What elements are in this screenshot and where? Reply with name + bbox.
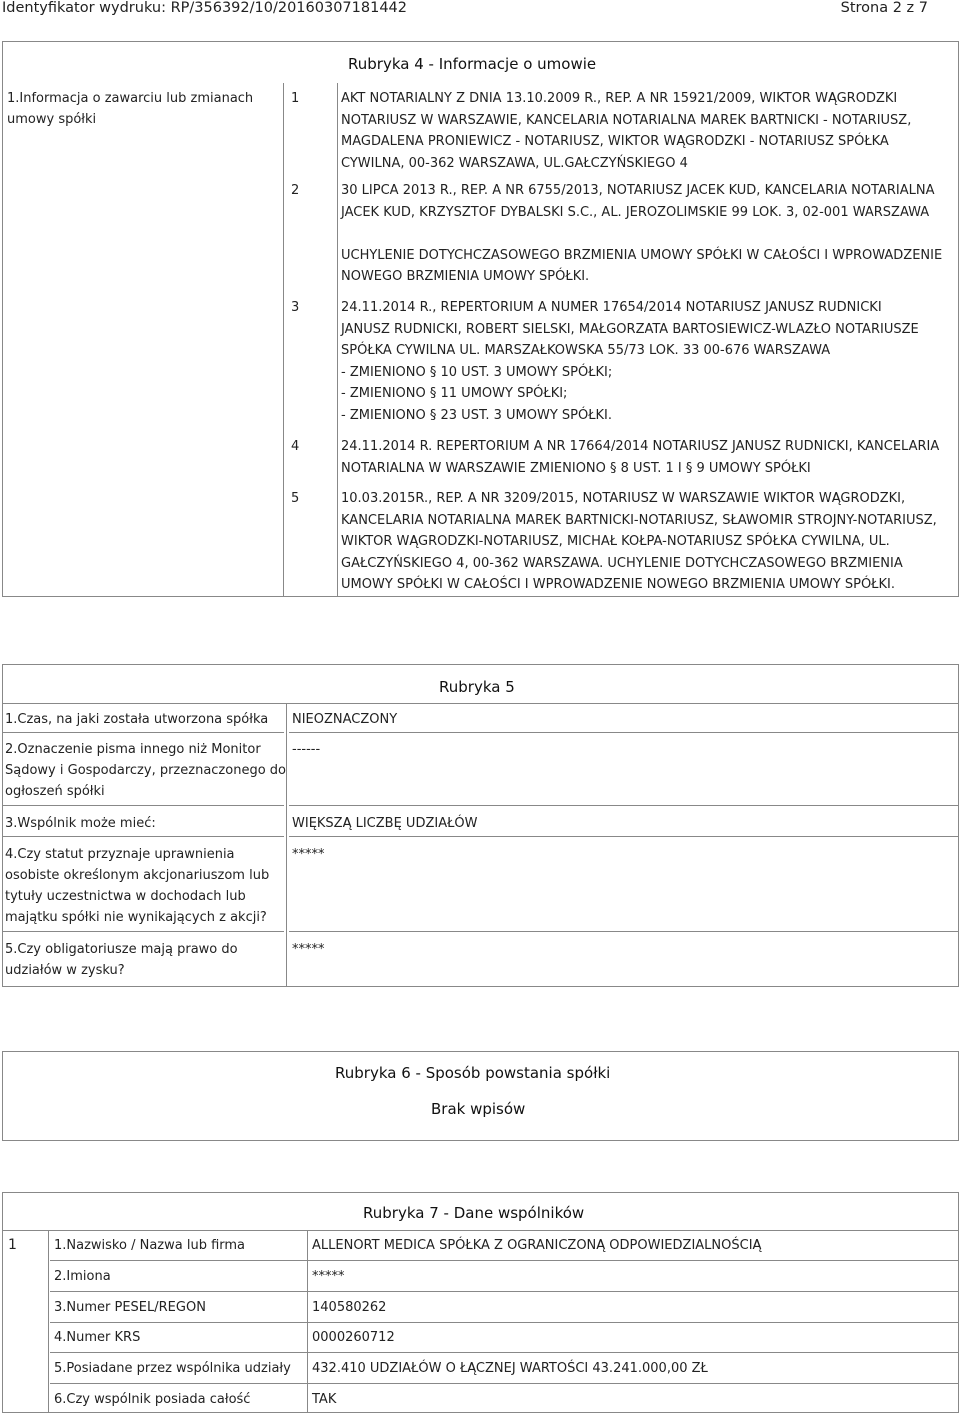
field-label: 6.Czy wspólnik posiada całość <box>54 1392 251 1407</box>
field-label: 1.Nazwisko / Nazwa lub firma <box>54 1238 246 1253</box>
entry-text: 30 LIPCA 2013 R., REP. A NR 6755/2013, NOTARIUSZ JACEK KUD, KANCELARIA NOTARIALNA JACEK KUD, KRZYSZTOF DYBALSKI S.C., AL. JEROZOLIMSKIE 99 LOK. 3, 02-001 WARSZAWA UCHYLENIE DOTYCHCZASOWEGO BRZMIENIA UMOWY SPÓŁKI W CAŁOŚCI I WPROWADZENIE NOWEGO BRZMIENIA UMOWY SPÓŁKI. <box>341 183 943 284</box>
rubryka-6-title: Rubryka 6 - Sposób powstania spółki <box>335 1064 611 1082</box>
field-label: 2.Oznaczenie pisma innego niż Monitor Sądowy i Gospodarczy, przeznaczonego do ogłoszeń spółki <box>5 742 286 799</box>
entry-text: AKT NOTARIALNY Z DNIA 13.10.2009 R., REP. A NR 15921/2009, WIKTOR WĄGRODZKI NOTARIUSZ W WARSZAWIE, KANCELARIA NOTARIALNA MAREK BARTNICKI - NOTARIUSZ, MAGDALENA PRONIEWICZ - NOTARIUSZ, WIKTOR WĄGRODZKI - NOTARIUSZ SPÓŁKA CYWILNA, 00-362 WARSZAWA, UL.GAŁCZYŃSKIEGO 4 <box>341 91 912 171</box>
field-label: 5.Posiadane przez wspólnika udziały <box>54 1361 291 1376</box>
field-label: 3.Numer PESEL/REGON <box>54 1300 206 1315</box>
field-value: 432.410 UDZIAŁÓW O ŁĄCZNEJ WARTOŚCI 43.241.000,00 ZŁ <box>312 1361 708 1376</box>
entry-number: 1 <box>291 91 300 106</box>
field-value: ***** <box>312 1269 345 1284</box>
rubryka-6-value: Brak wpisów <box>431 1100 526 1118</box>
field-value: 0000260712 <box>312 1330 395 1345</box>
entry-text: 24.11.2014 R., REPERTORIUM A NUMER 17654/2014 NOTARIUSZ JANUSZ RUDNICKI JANUSZ RUDNICKI, ROBERT SIELSKI, MAŁGORZATA BARTOSIEWICZ-WLAZŁO NOTARIUSZE SPÓŁKA CYWILNA UL. MARSZAŁKOWSKA 55/73 LOK. 33 00-676 WARSZAWA - ZMIENIONO § 10 UST. 3 UMOWY SPÓŁKI; - ZMIENIONO § 11 UMOWY SPÓŁKI; - ZMIENIONO § 23 UST. 3 UMOWY SPÓŁKI. <box>341 300 919 423</box>
page-number: Strona 2 z 7 <box>840 0 928 16</box>
field-value: ***** <box>292 942 325 957</box>
entry-text: 10.03.2015R., REP. A NR 3209/2015, NOTARIUSZ W WARSZAWIE WIKTOR WĄGRODZKI, KANCELARIA NOTARIALNA MAREK BARTNICKI-NOTARIUSZ, SŁAWOMIR STROJNY-NOTARIUSZ, WIKTOR WĄGRODZKI-NOTARIUSZ, MICHAŁ KOŁPA-NOTARIUSZ SPÓŁKA CYWILNA, UL. GAŁCZYŃSKIEGO 4, 00-362 WARSZAWA. UCHYLENIE DOTYCHCZASOWEGO BRZMIENIA UMOWY SPÓŁKI W CAŁOŚCI I WPROWADZENIE NOWEGO BRZMIENIA UMOWY SPÓŁKI. <box>341 491 937 592</box>
partner-number: 1 <box>8 1237 17 1253</box>
field-value: WIĘKSZĄ LICZBĘ UDZIAŁÓW <box>292 816 478 831</box>
entry-number: 3 <box>291 300 300 315</box>
field-label: 4.Czy statut przyznaje uprawnienia osobiste określonym akcjonariuszom lub tytuły uczestnictwa w dochodach lub majątku spółki nie wynikających z akcji? <box>5 847 270 925</box>
field-value: TAK <box>312 1392 337 1407</box>
field-label: 2.Imiona <box>54 1269 111 1284</box>
entry-number: 4 <box>291 439 300 454</box>
entry-text: 24.11.2014 R. REPERTORIUM A NR 17664/2014 NOTARIUSZ JANUSZ RUDNICKI, KANCELARIA NOTARIALNA W WARSZAWIE ZMIENIONO § 8 UST. 1 I § 9 UMOWY SPÓŁKI <box>341 439 940 476</box>
field-label: 4.Numer KRS <box>54 1330 141 1345</box>
field-value: NIEOZNACZONY <box>292 712 398 727</box>
entry-number: 5 <box>291 491 300 506</box>
field-value: ALLENORT MEDICA SPÓŁKA Z OGRANICZONĄ ODPOWIEDZIALNOŚCIĄ <box>312 1238 762 1253</box>
field-label: 1.Czas, na jaki została utworzona spółka <box>5 712 269 727</box>
print-header <box>0 0 960 18</box>
field-value: ------ <box>292 742 321 757</box>
field-value: 140580262 <box>312 1300 387 1315</box>
entry-number: 2 <box>291 183 300 198</box>
rubryka-7-title: Rubryka 7 - Dane wspólników <box>363 1204 585 1222</box>
rubryka-4-label: 1.Informacja o zawarciu lub zmianach umowy spółki <box>7 91 254 127</box>
rubryka-4-title: Rubryka 4 - Informacje o umowie <box>348 55 597 73</box>
field-value: ***** <box>292 847 325 862</box>
field-label: 5.Czy obligatoriusze mają prawo do udziałów w zysku? <box>5 942 238 978</box>
print-identifier: Identyfikator wydruku: RP/356392/10/20160307181442 <box>2 0 408 16</box>
field-label: 3.Wspólnik może mieć: <box>5 816 156 831</box>
rubryka-5-title: Rubryka 5 <box>439 678 515 696</box>
